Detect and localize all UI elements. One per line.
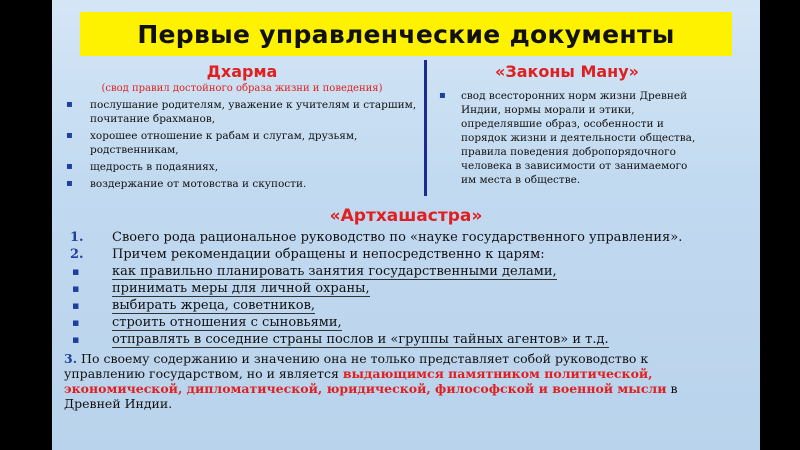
point-1 <box>64 230 724 246</box>
manu-section <box>437 62 697 187</box>
bullet-icon: ▪ <box>66 161 73 172</box>
point-number: 1. <box>70 230 84 245</box>
point-text: Причем рекомендации обращены и непосредственно к царям: <box>112 247 545 262</box>
list-item: ▪ принимать меры для личной охраны, <box>72 281 370 296</box>
arthashastra-heading: «Артхашастра» <box>329 206 483 226</box>
dharma-subheading: (свод правил достойного образа жизни и поведения) <box>101 83 383 94</box>
bullet-icon: ▪ <box>439 90 446 101</box>
manu-heading: «Законы Ману» <box>495 62 639 81</box>
point-3 <box>64 351 724 411</box>
manu-item <box>437 89 697 187</box>
list-item: ▪ послушание родителям, уважение к учителям и старшим, почитание брахманов, <box>66 99 417 125</box>
dharma-list <box>62 98 422 191</box>
arthashastra-heading-wrap <box>52 206 760 226</box>
bullet-icon: ▪ <box>72 265 80 278</box>
dharma-section <box>62 62 422 194</box>
point-3-highlight: выдающимся памятником политической, экономической, дипломатической, юридической, философской и военной мысли <box>64 366 667 396</box>
list-item: ▪ хорошее отношение к рабам и слугам, друзьям, родственникам, <box>66 130 358 156</box>
list-item: ▪ воздержание от мотовства и скупости. <box>66 178 307 190</box>
page-title: Первые управленческие документы <box>137 19 675 49</box>
point-2 <box>64 247 724 263</box>
bullet-icon: ▪ <box>72 333 80 346</box>
column-divider <box>424 60 427 196</box>
point-3-text-a: По своему содержанию и значению она не только представляет собой руководство к управлению государством, но и является <box>64 351 649 381</box>
bullet-icon: ▪ <box>66 99 73 110</box>
arthashastra-section <box>64 230 724 411</box>
bullet-icon: ▪ <box>72 282 80 295</box>
list-item: ▪ щедрость в подаяниях, <box>66 161 219 173</box>
point-number: 2. <box>70 247 84 262</box>
title-bar <box>80 12 732 56</box>
bullet-icon: ▪ <box>66 130 73 141</box>
point-text: Своего рода рациональное руководство по «науке государственного управления». <box>112 230 683 245</box>
bullet-icon: ▪ <box>72 299 80 312</box>
bullet-icon: ▪ <box>66 178 73 189</box>
dharma-heading: Дхарма <box>206 62 278 81</box>
list-item: ▪ отправлять в соседние страны послов и «группы тайных агентов» и т.д. <box>72 332 609 347</box>
list-item: ▪ выбирать жреца, советников, <box>72 298 316 313</box>
bullet-icon: ▪ <box>72 316 80 329</box>
point-number: 3. <box>64 351 78 366</box>
list-item: ▪ строить отношения с сыновьями, <box>72 315 342 330</box>
list-item: ▪ как правильно планировать занятия государственными делами, <box>72 264 557 279</box>
slide <box>52 0 760 450</box>
manu-text: свод всесторонних норм жизни Древней Индии, нормы морали и этики, определявшие образ, особенности и порядок жизни и деятельности общества, правила поведения добропорядочного человека в зависимости от занимаемого им места в обществе. <box>461 90 696 186</box>
point-3-text-b: в Древней Индии. <box>64 381 678 411</box>
